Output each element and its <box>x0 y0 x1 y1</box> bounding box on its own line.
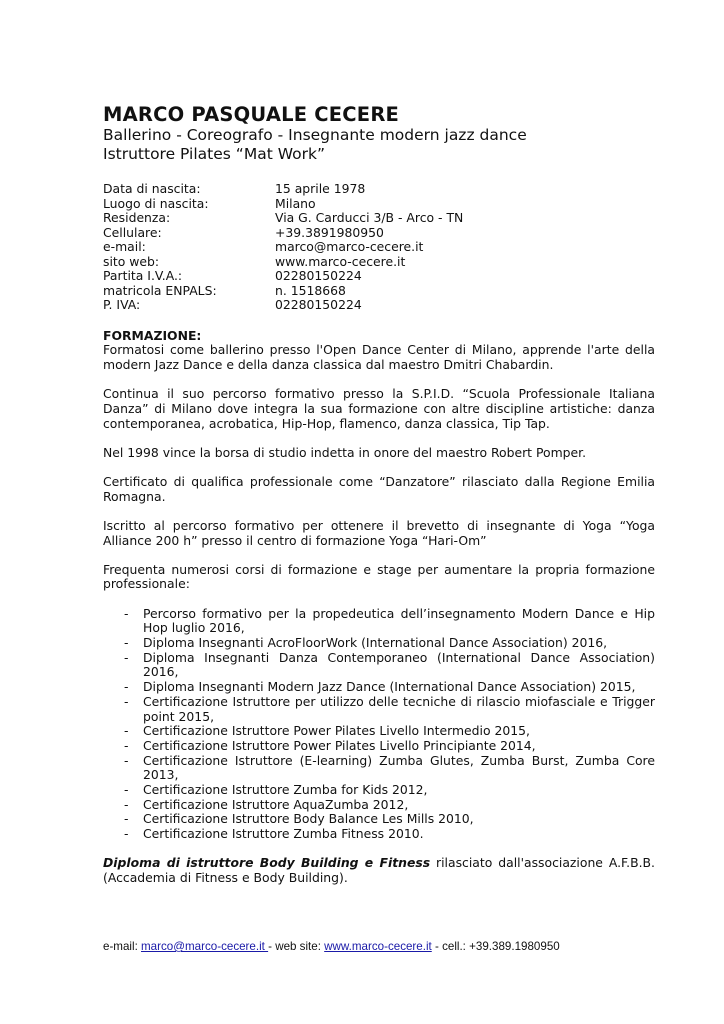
list-item: - Certificazione Istruttore Power Pilates Livello Intermedio 2015, <box>124 723 530 739</box>
list-item: - Diploma Insegnanti AcroFloorWork (International Dance Association) 2016, <box>124 635 608 651</box>
list-item: - Certificazione Istruttore (E-learning) Zumba Glutes, Zumba Burst, Zumba Core 2013, <box>124 752 655 783</box>
courses-list <box>103 607 655 842</box>
paragraph-diploma <box>103 856 655 885</box>
info-value: +39.3891980950 <box>275 224 384 240</box>
paragraph-scholarship: Nel 1998 vince la borsa di studio indetta in onore del maestro Robert Pomper. <box>103 444 587 460</box>
info-value: www.marco-cecere.it <box>275 253 406 269</box>
list-item: - Certificazione Istruttore Power Pilates Livello Principiante 2014, <box>124 737 536 753</box>
info-row-birth-date <box>103 182 655 197</box>
paragraph-certificate: Certificato di qualifica professionale come “Danzatore” rilasciato dalla Regione Emilia Romagna. <box>103 473 655 504</box>
section-heading: FORMAZIONE: <box>103 327 202 343</box>
list-item: - Diploma Insegnanti Danza Contemporaneo (International Dance Association) 2016, <box>124 649 655 680</box>
list-item: - Diploma Insegnanti Modern Jazz Dance (International Dance Association) 2015, <box>124 679 636 695</box>
list-item: - Certificazione Istruttore AquaZumba 2012, <box>124 796 409 812</box>
info-value: 15 aprile 1978 <box>275 181 366 196</box>
info-label: Partita I.V.A.: <box>103 268 183 283</box>
diploma-title: Diploma di istruttore Body Building e Fitness <box>103 855 431 871</box>
paragraph-courses-intro: Frequenta numerosi corsi di formazione e stage per aumentare la propria formazione professionale: <box>103 561 655 592</box>
info-label: Residenza: <box>103 210 171 225</box>
info-value: marco@marco-cecere.it <box>275 239 424 254</box>
info-value: 02280150224 <box>275 268 362 283</box>
subtitle-roles: Ballerino - Coreografo - Insegnante modern jazz dance <box>103 126 527 144</box>
personal-info <box>103 182 655 313</box>
info-row-enpals <box>103 284 655 299</box>
list-item: - Percorso formativo per la propedeutica dell’insegnamento Modern Dance e Hip Hop luglio 2016, <box>124 605 655 636</box>
paragraph-spid: Continua il suo percorso formativo presso la S.P.I.D. “Scuola Professionale Italiana Danza” di Milano dove integra la sua formazione con altre discipline artistiche: danza contemporanea, acrobatica, Hip-Hop, flamenco, danza classica, Tip Tap. <box>103 386 655 431</box>
info-label: matricola ENPALS: <box>103 282 217 298</box>
footer-contacts <box>103 940 560 953</box>
info-label: Cellulare: <box>103 224 162 240</box>
list-item: - Certificazione Istruttore Body Balance Les Mills 2010, <box>124 811 474 827</box>
info-row-website <box>103 255 655 270</box>
info-label: e-mail: <box>103 239 146 254</box>
list-item: - Certificazione Istruttore Zumba Fitness 2010. <box>124 826 424 842</box>
info-value: Milano <box>275 195 316 211</box>
info-row-vat <box>103 269 655 284</box>
info-row-piva <box>103 298 655 313</box>
info-label: sito web: <box>103 253 160 269</box>
footer-email-label: e-mail: <box>103 940 142 953</box>
info-row-residence <box>103 211 655 226</box>
info-row-email <box>103 240 655 255</box>
footer-email-link[interactable]: marco@marco-cecere.it <box>141 940 269 953</box>
info-label: Data di nascita: <box>103 181 201 196</box>
footer-separator: - web site: <box>268 940 325 953</box>
diploma-description: rilasciato dall'associazione A.F.B.B. (Accademia di Fitness e Body Building). <box>103 855 655 886</box>
subtitle-pilates: Istruttore Pilates “Mat Work” <box>103 145 325 163</box>
info-value: Via G. Carducci 3/B - Arco - TN <box>275 210 464 225</box>
person-name: MARCO PASQUALE CECERE <box>103 103 400 126</box>
info-value: 02280150224 <box>275 297 362 312</box>
info-row-birth-place <box>103 197 655 212</box>
formazione-section <box>103 329 655 886</box>
paragraph-yoga: Iscritto al percorso formativo per ottenere il brevetto di insegnante di Yoga “Yoga Alliance 200 h” presso il centro di formazione Yoga “Hari-Om” <box>103 517 655 548</box>
info-row-mobile <box>103 226 655 241</box>
list-item: - Certificazione Istruttore per utilizzo delle tecniche di rilascio miofasciale e Trigger point 2015, <box>124 693 655 724</box>
paragraph-open-dance: Formatosi come ballerino presso l'Open Dance Center di Milano, apprende l'arte della modern Jazz Dance e della danza classica dal maestro Dmitri Chabardin. <box>103 342 655 372</box>
info-value: n. 1518668 <box>275 282 346 298</box>
footer-cell: - cell.: +39.389.1980950 <box>431 940 560 953</box>
list-item: - Certificazione Istruttore Zumba for Kids 2012, <box>124 782 428 798</box>
info-label: P. IVA: <box>103 297 141 312</box>
footer-website-link[interactable]: www.marco-cecere.it <box>324 940 432 953</box>
cv-page <box>103 103 655 886</box>
info-label: Luogo di nascita: <box>103 195 209 211</box>
